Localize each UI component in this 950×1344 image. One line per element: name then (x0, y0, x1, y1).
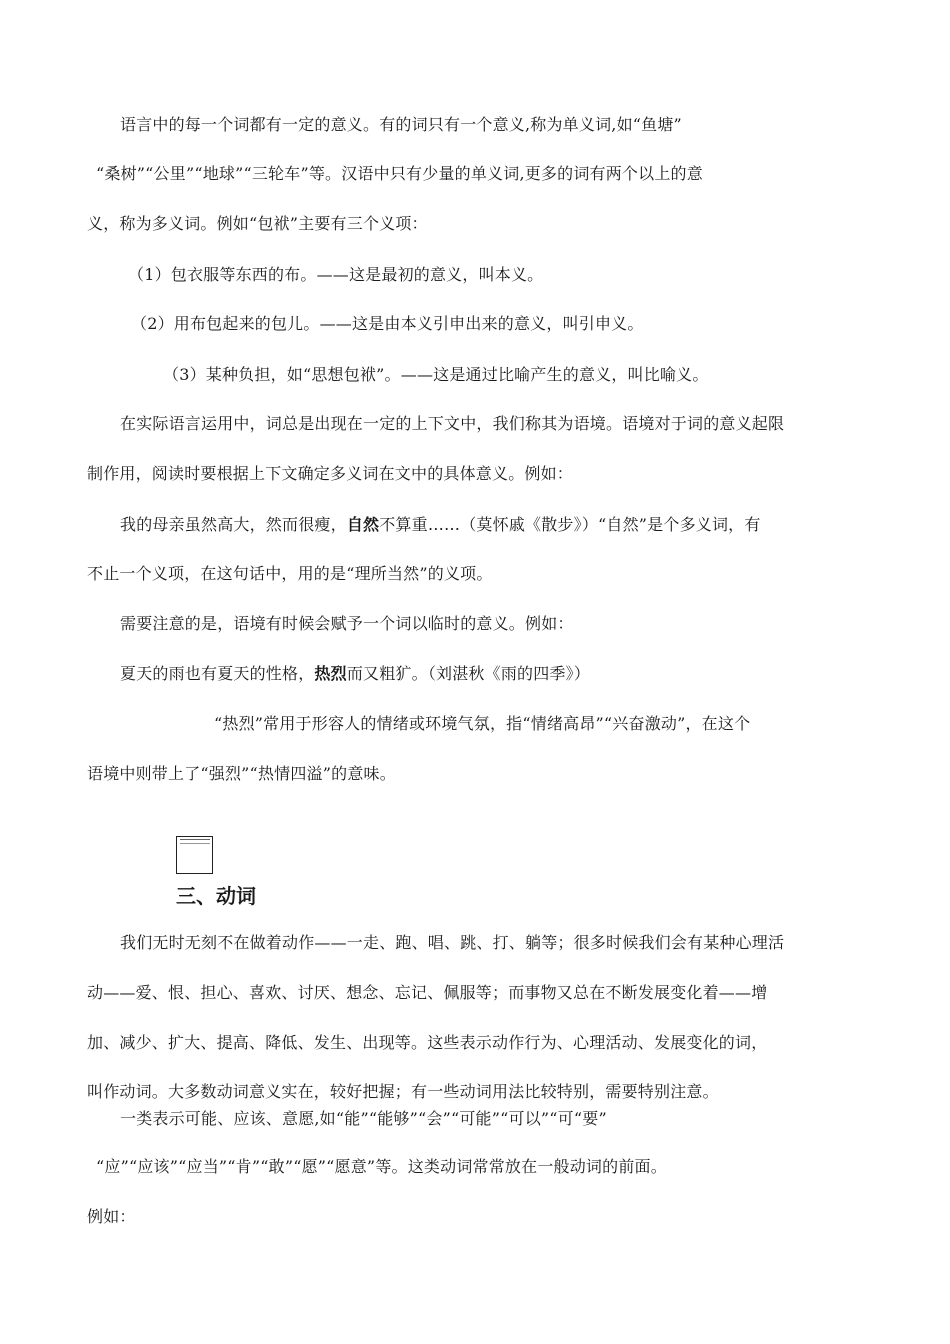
image-placeholder (176, 836, 213, 874)
emphasized-word: 热烈 (314, 664, 347, 683)
paragraph-line: 在实际语言运用中，词总是出现在一定的上下文中，我们称其为语境。语境对于词的意义起限 (120, 414, 785, 433)
paragraph-line: 叫作动词。大多数动词意义实在，较好把握；有一些动词用法比较特别，需要特别注意。 (87, 1082, 719, 1101)
example-line (120, 663, 590, 685)
paragraph-line: “桑树”“公里”“地球”“三轮车”等。汉语中只有少量的单义词,更多的词有两个以上的意 (96, 164, 703, 183)
example-text: 不算重……（莫怀戚《散步》）“自然”是个多义词，有 (379, 515, 761, 534)
example-line (120, 514, 761, 536)
section-heading: 三、动词 (176, 884, 256, 908)
paragraph-line: 我们无时无刻不在做着动作——一走、跑、唱、跳、打、躺等；很多时候我们会有某种心理活 (120, 933, 785, 952)
paragraph-line: 义，称为多义词。例如“包袱”主要有三个义项： (87, 214, 428, 233)
paragraph-line: 动——爱、恨、担心、喜欢、讨厌、想念、忘记、佩服等；而事物又总在不断发展变化着——增 (87, 983, 768, 1002)
image-caption-bar (180, 839, 210, 844)
list-item: （1）包衣服等东西的布。——这是最初的意义，叫本义。 (128, 265, 544, 284)
paragraph-line: “热烈”常用于形容人的情绪或环境气氛，指“情绪高昂”“兴奋激动”，在这个 (214, 714, 751, 733)
paragraph-line: “应”“应该”“应当”“肯”“敢”“愿”“愿意”等。这类动词常常放在一般动词的前面。 (96, 1157, 667, 1176)
paragraph-line: 语境中则带上了“强烈”“热情四溢”的意味。 (87, 764, 396, 783)
paragraph-line: 语言中的每一个词都有一定的意义。有的词只有一个意义,称为单义词,如“鱼塘” (120, 115, 682, 134)
emphasized-word: 自然 (346, 515, 380, 534)
paragraph-line: 制作用，阅读时要根据上下文确定多义词在文中的具体意义。例如： (87, 464, 574, 483)
paragraph-line: 不止一个义项，在这句话中，用的是“理所当然”的义项。 (87, 564, 493, 583)
example-text: 而又粗犷。（刘湛秋《雨的四季》） (346, 664, 591, 683)
paragraph-line: 需要注意的是，语境有时候会赋予一个词以临时的意义。例如： (120, 614, 574, 633)
paragraph-line: 例如： (87, 1207, 136, 1226)
list-item: （3）某种负担，如“思想包袱”。——这是通过比喻产生的意义，叫比喻义。 (163, 365, 709, 384)
list-item: （2）用布包起来的包儿。——这是由本义引申出来的意义，叫引申义。 (131, 314, 644, 333)
paragraph-line: 一类表示可能、应该、意愿,如“能”“能够”“会”“可能”“可以”“可“要” (120, 1109, 607, 1128)
paragraph-line: 加、减少、扩大、提高、降低、发生、出现等。这些表示动作行为、心理活动、发展变化的词， (87, 1033, 768, 1052)
example-text: 我的母亲虽然高大，然而很瘦， (120, 515, 347, 534)
example-text: 夏天的雨也有夏天的性格， (120, 664, 315, 683)
